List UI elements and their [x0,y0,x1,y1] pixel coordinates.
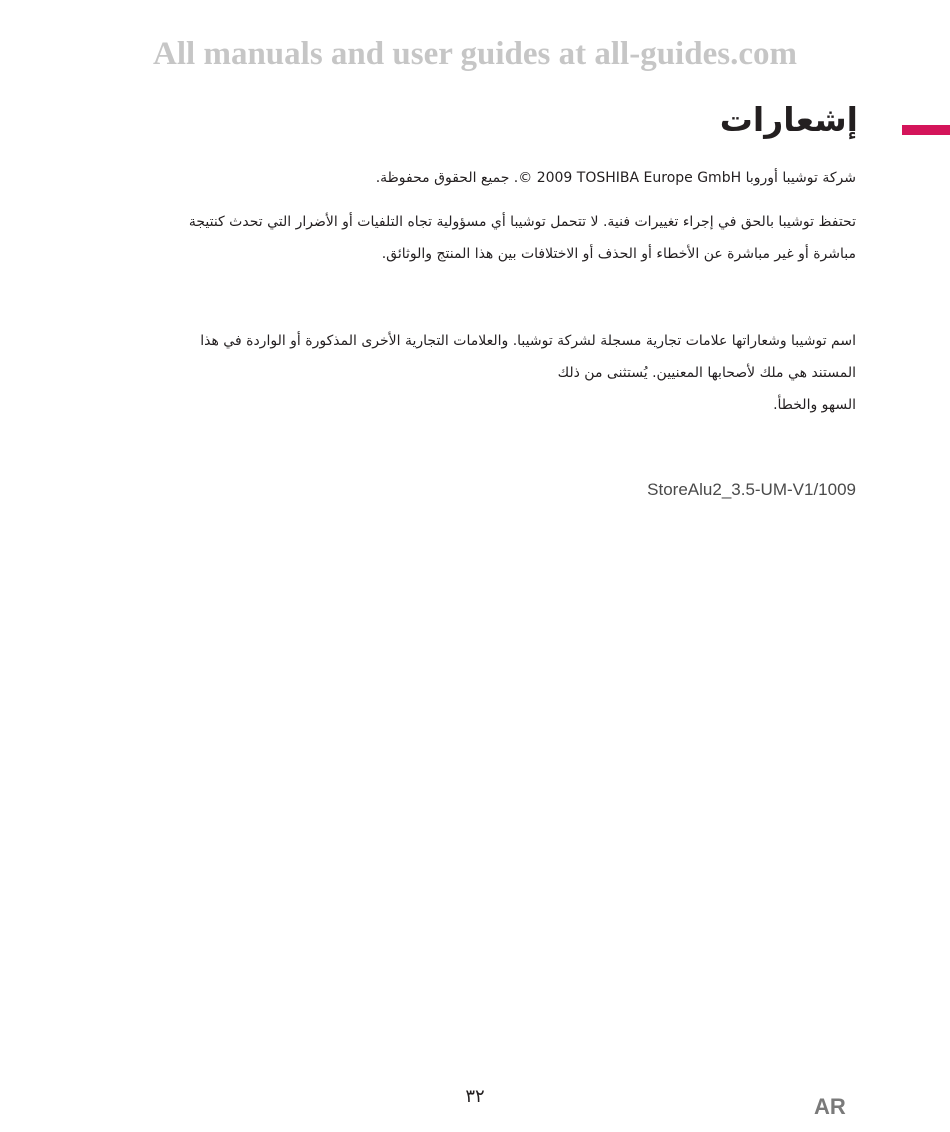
trademark-line-3: السهو والخطأ. [773,397,856,413]
document-id: StoreAlu2_3.5-UM-V1/1009 [647,480,856,499]
copyright-suffix: . جميع الحقوق محفوظة. [375,170,519,186]
trademark-line-2: المستند هي ملك لأصحابها المعنيين. يُستثنى من ذلك [557,365,856,381]
accent-bar [902,125,950,135]
disclaimer-line-2: مباشرة أو غير مباشرة عن الأخطاء أو الحذف أو الاختلافات بين هذا المنتج والوثائق. [381,246,856,262]
copyright-notice [376,162,856,194]
page-number: ٣٢ [465,1086,485,1107]
copyright-company: © 2009 TOSHIBA Europe GmbH [518,170,742,186]
trademark-paragraph [200,325,856,421]
copyright-prefix: شركة توشيبا أوروبا [745,170,856,186]
trademark-line-1: اسم توشيبا وشعاراتها علامات تجارية مسجلة لشركة توشيبا. والعلامات التجارية الأخرى المذكورة أو الواردة في هذا [200,333,856,349]
language-code: AR [814,1094,846,1119]
disclaimer-paragraph [189,206,856,270]
page-title: إشعارات [719,100,858,139]
watermark-text: All manuals and user guides at all-guides.com [153,36,797,72]
disclaimer-line-1: تحتفظ توشيبا بالحق في إجراء تغييرات فنية. لا تتحمل توشيبا أي مسؤولية تجاه التلفيات أو الأضرار التي تحدث كنتيجة [188,214,856,230]
